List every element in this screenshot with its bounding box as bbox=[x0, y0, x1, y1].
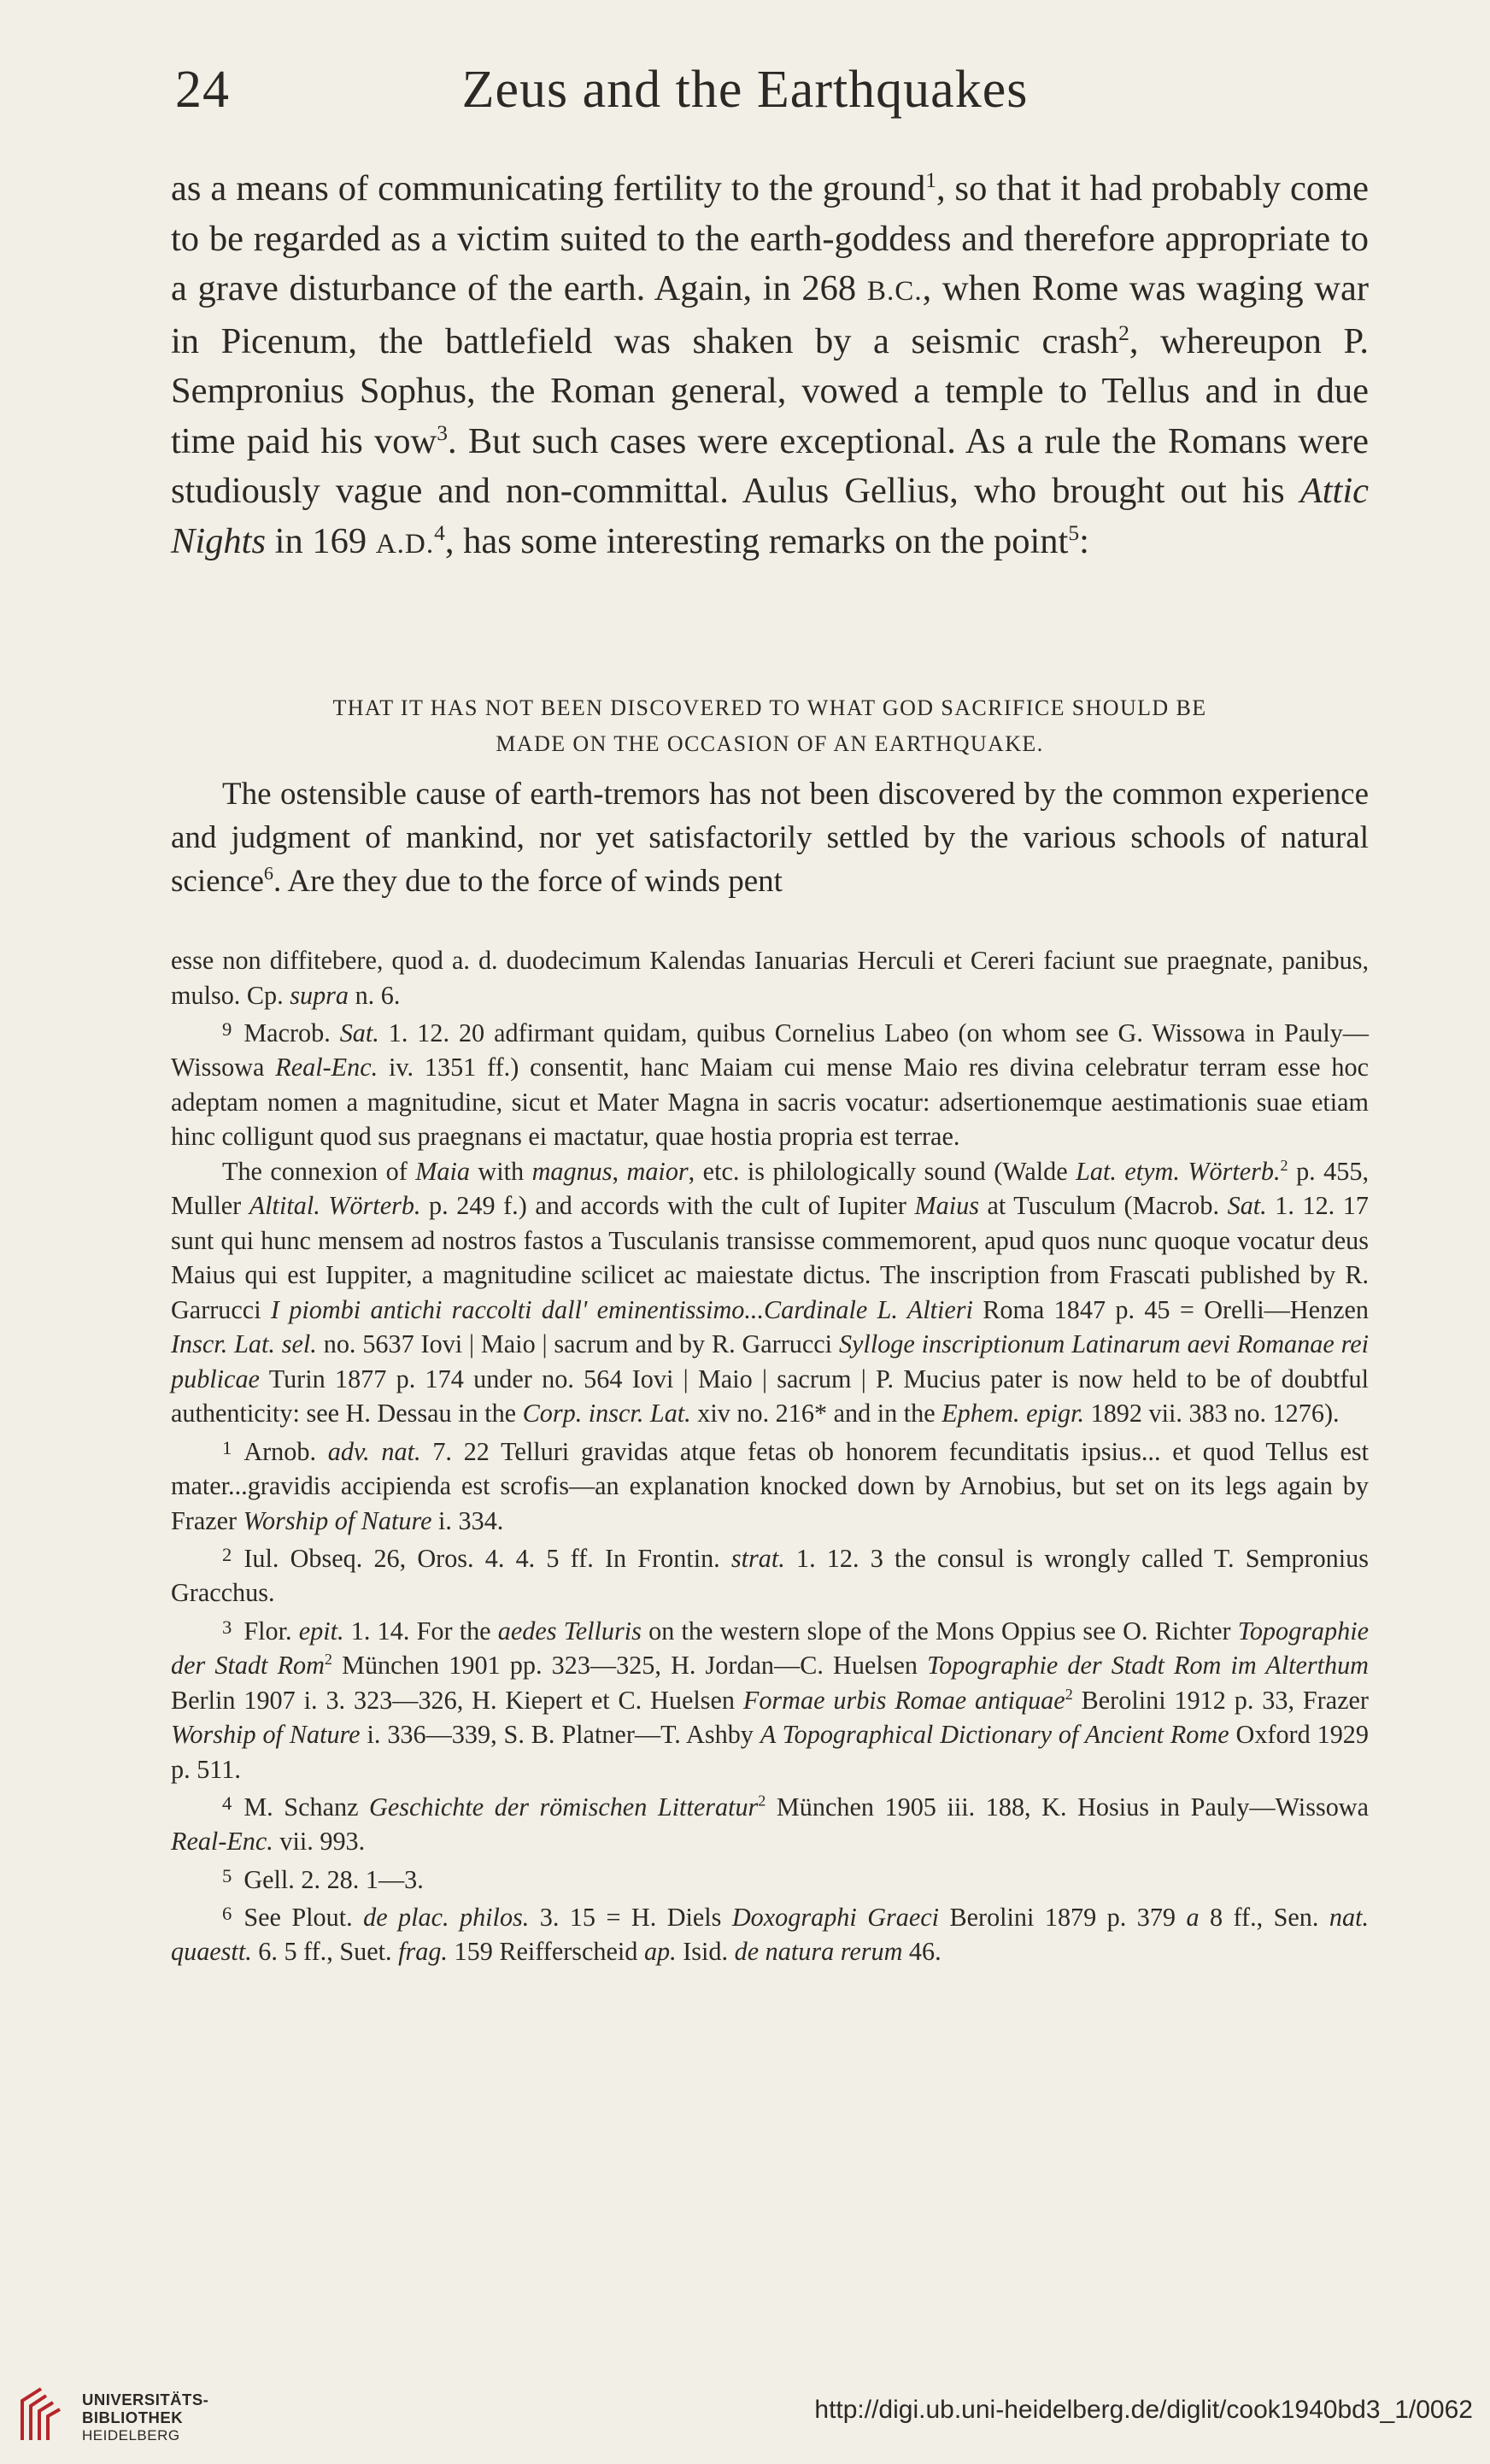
italic-term: maior bbox=[626, 1156, 689, 1186]
text-run: i. 334. bbox=[431, 1505, 504, 1535]
footnote-5 bbox=[171, 1859, 1369, 1897]
text-run: , whereupon P. Sempronius Sophus, the Roman general, vowed a temple to Tellus and in due time paid his vow bbox=[171, 320, 1369, 461]
text-run: Flor. bbox=[243, 1616, 299, 1646]
text-run: 3. 15 = H. Diels bbox=[529, 1902, 732, 1932]
page-footer bbox=[0, 2343, 1490, 2464]
running-title: Zeus and the Earthquakes bbox=[461, 61, 1029, 119]
text-run: Berlin 1907 i. 3. 323—326, H. Kiepert et C. Huelsen bbox=[171, 1685, 743, 1715]
text-run: 1. 14. For the bbox=[343, 1616, 498, 1646]
italic-term: ap. bbox=[643, 1937, 677, 1967]
italic-term: aedes Telluris bbox=[497, 1616, 642, 1646]
text-run: Macrob. bbox=[243, 1018, 340, 1047]
text-run: Gell. 2. 28. 1—3. bbox=[243, 1864, 424, 1894]
library-name-line: UNIVERSITÄTS- bbox=[82, 2391, 209, 2408]
heading-line: MADE ON THE OCCASION OF AN EARTHQUAKE. bbox=[496, 731, 1044, 756]
italic-term: de natura rerum bbox=[734, 1937, 903, 1967]
page-header bbox=[0, 60, 1490, 145]
italic-term: magnus bbox=[531, 1156, 613, 1186]
text-run: Iul. Obseq. 26, Oros. 4. 4. 5 ff. In Frontin. bbox=[243, 1543, 731, 1573]
quoted-passage bbox=[171, 772, 1369, 903]
edition-number: 2 bbox=[324, 1651, 332, 1669]
italic-term: supra bbox=[290, 980, 349, 1010]
footnote-number: 4 bbox=[222, 1792, 232, 1815]
edition-number: 2 bbox=[1065, 1685, 1073, 1703]
library-name-line: HEIDELBERG bbox=[82, 2427, 180, 2443]
footnote-ref[interactable]: 4 bbox=[434, 519, 445, 545]
footnote-3 bbox=[171, 1610, 1369, 1786]
text-run: 1. 12. 3 the consul is wrongly called T. Sempronius Gracchus. bbox=[171, 1543, 1369, 1608]
text-run: esse non diffitebere, quod a. d. duodecimum Kalendas Ianuarias Herculi et Cereri faciunt sue praegnate, panibus, mulso. Cp. bbox=[171, 946, 1369, 1010]
italic-term: Ephem. epigr. bbox=[942, 1399, 1085, 1429]
footnotes bbox=[171, 943, 1369, 1969]
italic-term: Sat. bbox=[1227, 1191, 1267, 1221]
italic-term: nat. quaestt. bbox=[171, 1902, 1370, 1967]
text-run: 1. 12. 17 sunt qui hunc mensem ad nostros fastos a Tusculanis transisse commemorent, apud quos nunc quoque vocatur deus Maius qui est Iuppiter, a magnitudine scilicet ac maiestate dictus. The inscription from Frascati published by R. Garrucci bbox=[171, 1191, 1369, 1324]
italic-term: Altital. Wörterb. bbox=[249, 1191, 421, 1221]
text-run: The connexion of bbox=[222, 1156, 416, 1186]
text-run: no. 5637 Iovi | Maio | sacrum and by R. Garrucci bbox=[316, 1329, 839, 1359]
text-run: Berolini 1912 p. 33, Frazer bbox=[1072, 1685, 1369, 1715]
text-run: M. Schanz bbox=[243, 1792, 370, 1822]
edition-number: 2 bbox=[1280, 1156, 1288, 1174]
italic-term: Lat. etym. Wörterb. bbox=[1076, 1156, 1281, 1186]
text-run: Arnob. bbox=[243, 1436, 328, 1466]
text-run: p. 249 f.) and accords with the cult of Iupiter bbox=[420, 1191, 915, 1221]
footnote-number: 6 bbox=[222, 1903, 232, 1925]
library-name bbox=[82, 2391, 208, 2444]
text-run: in 169 bbox=[266, 520, 376, 561]
footnote-1 bbox=[171, 1431, 1369, 1538]
text-run: xiv no. 216* and in the bbox=[690, 1399, 942, 1429]
text-run: , so that it had probably come to be regarded as a victim suited to the earth-goddess and therefore appropriate to a grave disturbance of the earth. Again, in 268 bbox=[171, 168, 1370, 308]
text-run: . Are they due to the force of winds pent bbox=[273, 864, 783, 899]
text-run: p. 455, Muller bbox=[171, 1156, 1370, 1221]
text-run: 159 Reifferscheid bbox=[447, 1937, 644, 1967]
italic-term: Real-Enc. bbox=[275, 1053, 378, 1082]
text-run: at Tusculum (Macrob. bbox=[978, 1191, 1228, 1221]
footnote-6 bbox=[171, 1897, 1369, 1969]
footnote-number: 2 bbox=[222, 1544, 232, 1566]
page-number: 24 bbox=[175, 61, 230, 119]
text-run: 1892 vii. 383 no. 1276). bbox=[1084, 1399, 1340, 1429]
italic-term: Maia bbox=[415, 1156, 470, 1186]
italic-term: Worship of Nature bbox=[171, 1720, 361, 1750]
footnote-9-continued bbox=[171, 1154, 1369, 1431]
text-run: Berolini 1879 p. 379 bbox=[939, 1902, 1187, 1932]
text-run: 7. 22 Telluri gravidas atque fetas ob honorem fecunditatis ipsius... et quod Tellus est mater...gravidis accipienda est scrofis—an explanation knocked down by Arnobius, but set on its legs again by Frazer bbox=[171, 1436, 1370, 1535]
text-run: on the western slope of the Mons Oppius see O. Richter bbox=[641, 1616, 1238, 1646]
text-run: Roma 1847 p. 45 = Orelli—Henzen bbox=[972, 1294, 1369, 1324]
text-run: 6. 5 ff., Suet. bbox=[251, 1937, 399, 1967]
footnote-number: 3 bbox=[222, 1616, 232, 1638]
main-paragraph bbox=[171, 164, 1369, 569]
italic-title: Attic Nights bbox=[171, 471, 1369, 561]
text-run: iv. 1351 ff.) consentit, hanc Maiam cui mense Maio res divina celebratur terram esse hoc adeptam nomen a magnitudine, sicut et Mater Magna in sacris vocatur: adsertionemque aestimationis suae etiam hinc colligunt quod sus praegnans ei mactatur, quae hostia propria est terrae. bbox=[171, 1053, 1369, 1152]
italic-term: Maius bbox=[914, 1191, 979, 1221]
italic-term: Real-Enc. bbox=[171, 1827, 273, 1857]
edition-number: 2 bbox=[758, 1792, 766, 1810]
text-run: Turin 1877 p. 174 under no. 564 Iovi | Maio | sacrum | P. Mucius pater is now held to be of doubtful authenticity: see H. Dessau in the bbox=[171, 1364, 1369, 1429]
italic-term: Corp. inscr. Lat. bbox=[522, 1399, 691, 1429]
text-run: , etc. is philologically sound (Walde bbox=[688, 1156, 1076, 1186]
italic-term: A Topographical Dictionary of Ancient Rome bbox=[760, 1720, 1229, 1750]
italic-term: Doxographi Graeci bbox=[731, 1902, 940, 1932]
text-run: as a means of communicating fertility to the ground bbox=[171, 168, 926, 208]
italic-term: Topographie der Stadt Rom bbox=[171, 1616, 1370, 1681]
footnote-number: 1 bbox=[222, 1436, 232, 1458]
italic-term: Sat. bbox=[339, 1018, 379, 1047]
italic-term: frag. bbox=[398, 1937, 448, 1967]
text-run: i. 336—339, S. B. Platner—T. Ashby bbox=[360, 1720, 760, 1750]
footnote-number: 5 bbox=[222, 1864, 232, 1886]
text-run: 46. bbox=[902, 1937, 942, 1967]
italic-term: Inscr. Lat. sel. bbox=[171, 1329, 317, 1359]
italic-term: adv. nat. bbox=[327, 1436, 421, 1466]
text-run: , bbox=[612, 1156, 627, 1186]
italic-term: Sylloge inscriptionum Latinarum aevi Romanae rei publicae bbox=[171, 1329, 1369, 1393]
section-heading bbox=[171, 690, 1369, 762]
footnote-ref[interactable]: 1 bbox=[925, 167, 936, 192]
text-run: : bbox=[1079, 520, 1089, 561]
library-name-line: BIBLIOTHEK bbox=[82, 2408, 184, 2426]
text-run: , has some interesting remarks on the point bbox=[444, 520, 1069, 561]
small-caps: B.C. bbox=[866, 275, 923, 307]
text-run: with bbox=[469, 1156, 532, 1186]
main-text bbox=[171, 164, 1369, 569]
text-run: Oxford 1929 p. 511. bbox=[171, 1720, 1369, 1784]
text-run: vii. 993. bbox=[273, 1827, 366, 1857]
italic-term: Geschichte der römischen Litteratur bbox=[369, 1792, 759, 1822]
italic-term: de plac. philos. bbox=[363, 1902, 530, 1932]
text-run: München 1901 pp. 323—325, H. Jordan—C. Huelsen bbox=[331, 1651, 928, 1681]
italic-term: a bbox=[1186, 1902, 1200, 1932]
text-run: . But such cases were exceptional. As a rule the Romans were studiously vague and non-committal. Aulus Gellius, who brought out his bbox=[171, 420, 1369, 511]
italic-term: strat. bbox=[730, 1543, 785, 1573]
text-run: München 1905 iii. 188, K. Hosius in Pauly—Wissowa bbox=[766, 1792, 1369, 1822]
text-run: 8 ff., Sen. bbox=[1199, 1902, 1329, 1932]
footnote-9 bbox=[171, 1012, 1369, 1154]
quote-paragraph bbox=[171, 772, 1369, 903]
source-url-link[interactable]: http://digi.ub.uni-heidelberg.de/diglit/cook1940bd3_1/0062 bbox=[814, 2396, 1473, 2424]
footnote-ref[interactable]: 2 bbox=[1118, 320, 1129, 345]
italic-term: epit. bbox=[298, 1616, 344, 1646]
text-run: Isid. bbox=[676, 1937, 735, 1967]
italic-term: Formae urbis Romae antiquae bbox=[742, 1685, 1065, 1715]
italic-term: Worship of Nature bbox=[243, 1505, 432, 1535]
small-caps: A.D. bbox=[375, 527, 435, 560]
text-run: See Plout. bbox=[243, 1902, 364, 1932]
footnote-ref[interactable]: 6 bbox=[263, 862, 273, 884]
footnote-ref[interactable]: 3 bbox=[437, 419, 448, 445]
text-run: , when Rome was waging war in Picenum, the battlefield was shaken by a seismic crash bbox=[171, 268, 1369, 361]
text-run: The ostensible cause of earth-tremors has not been discovered by the common experience and judgment of mankind, nor yet satisfactorily settled by the various schools of natural science bbox=[171, 777, 1369, 899]
heading-line: THAT IT HAS NOT BEEN DISCOVERED TO WHAT GOD SACRIFICE SHOULD BE bbox=[332, 695, 1207, 720]
footnote-continuation bbox=[171, 943, 1369, 1012]
text-run: 1. 12. 20 adfirmant quidam, quibus Cornelius Labeo (on whom see G. Wissowa in Pauly—Wissowa bbox=[171, 1018, 1369, 1082]
footnote-4 bbox=[171, 1786, 1369, 1859]
library-logo-icon[interactable] bbox=[15, 2384, 67, 2443]
footnote-ref[interactable]: 5 bbox=[1068, 519, 1080, 545]
footnote-2 bbox=[171, 1538, 1369, 1610]
italic-term: I piombi antichi raccolti dall' eminentissimo...Cardinale L. Altieri bbox=[270, 1294, 973, 1324]
italic-term: Topographie der Stadt Rom im Alterthum bbox=[927, 1651, 1369, 1681]
text-run: n. 6. bbox=[349, 980, 401, 1010]
footnote-number: 9 bbox=[222, 1018, 232, 1040]
